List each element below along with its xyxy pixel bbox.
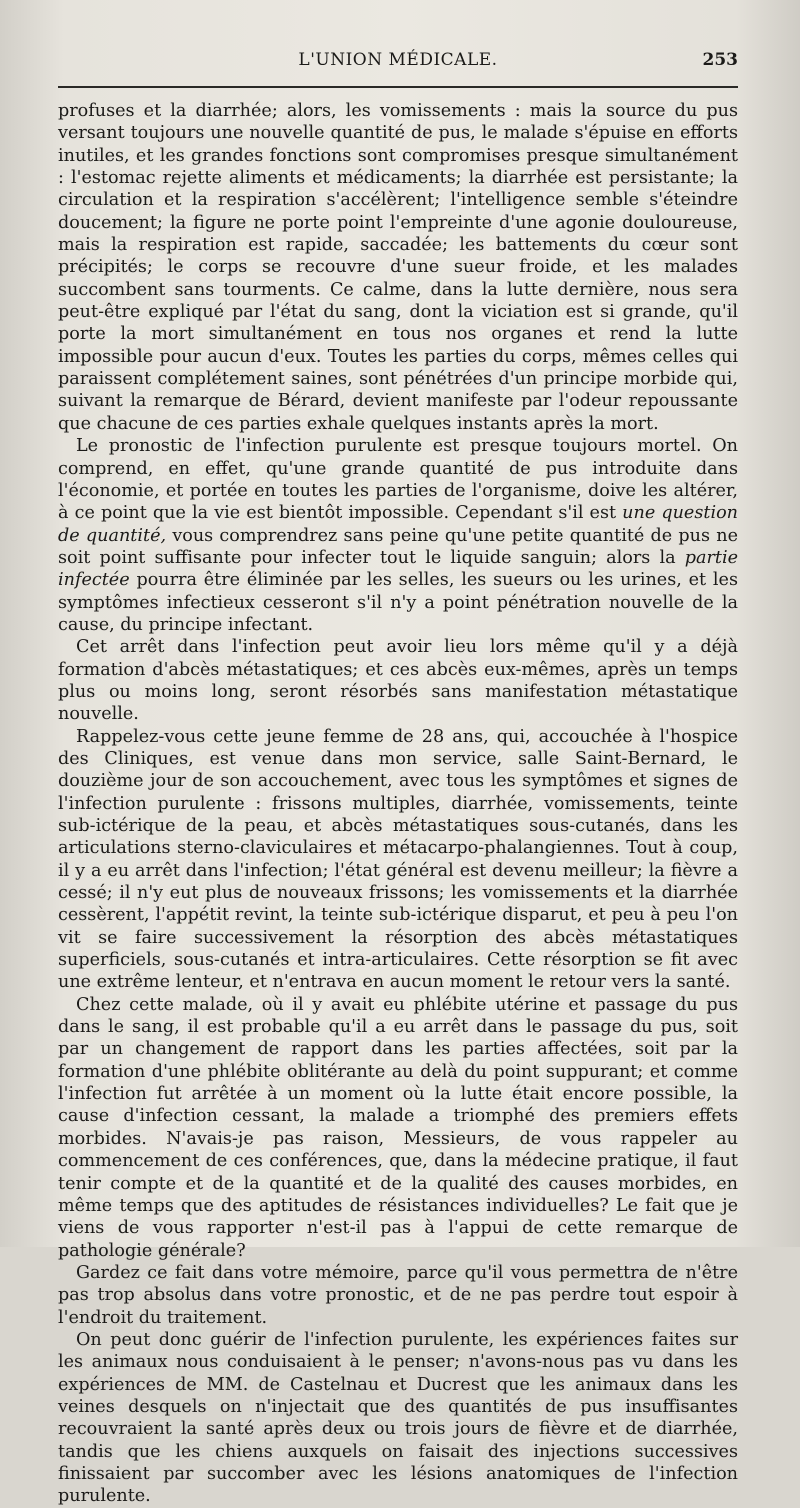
emphasis-question-quantite: une question de quantité, [58, 503, 738, 546]
header-rule [58, 86, 738, 88]
body-text [58, 100, 738, 1508]
page-header [58, 50, 738, 80]
paragraph-2-part-a: Le pronostic de l'infection purulente est presque toujours mortel. On comprend, en effet, qu'une grande quantité de pus introduite dans l'économie, et portée en toutes les parties de l'organisme, doive les altérer, à ce point que la vie est bientôt impossible. Cependant s'il est [58, 436, 738, 524]
emphasis-partie-infectee: partie infectée [58, 547, 738, 591]
paragraph-2-part-b: vous comprendrez sans peine qu'une petite quantité de pus ne soit point suffisante pour infecter tout le liquide sanguin; alors la [58, 525, 739, 568]
paragraph-2-part-c: pourra être éliminée par les selles, les sueurs ou les urines, et les symptômes infectieux cesseront s'il n'y a point pénétration nouvelle de la cause, du principe infectant. [58, 570, 738, 635]
paragraph-2 [58, 435, 738, 636]
paragraph-5: Chez cette malade, où il y avait eu phlébite utérine et passage du pus dans le sang, il est probable qu'il a eu arrêt dans le passage du pus, soit par un changement de rapport dans les parties affectées, soit par la formation d'une phlébite oblitérante au delà du point suppurant; et comme l'infection fut arrêtée à un moment où la lutte était encore possible, la cause d'infection cessant, la malade a triomphé des premiers effets morbides. N'avais-je pas raison, Messieurs, de vous rappeler au commencement de ces conférences, que, dans la médecine pratique, il faut tenir compte et de la quantité et de la qualité des causes morbides, en même temps que des aptitudes de résistances individuelles? Le fait que je viens de vous rapporter n'est-il pas à l'appui de cette remarque de pathologie générale? [58, 994, 738, 1261]
paragraph-1: profuses et la diarrhée; alors, les vomissements : mais la source du pus versant toujours une nouvelle quantité de pus, le malade s'épuise en efforts inutiles, et les grandes fonctions sont compromises presque simultanément : l'estomac rejette aliments et médicaments; la diarrhée est persistante; la circulation et la respiration s'accélèrent; l'intelligence semble s'éteindre doucement; la figure ne porte point l'empreinte d'une agonie douloureuse, mais la respiration est rapide, saccadée; les battements du cœur sont précipités; le corps se recouvre d'une sueur froide, et les malades succombent sans tourments. Ce calme, dans la lutte dernière, nous sera peut-être expliqué par l'état du sang, dont la viciation est si grande, qu'il porte la mort simultanément en tous nos organes et rend la lutte impossible pour aucun d'eux. Toutes les parties du corps, mêmes celles qui paraissent complétement saines, sont pénétrées d'un principe morbide qui, suivant la remarque de Bérard, devient manifeste par l'odeur repoussante que chacune de ces parties exhale quelques instants après la mort. [58, 101, 738, 434]
paragraph-4: Rappelez-vous cette jeune femme de 28 ans, qui, accouchée à l'hospice des Cliniques, est venue dans mon service, salle Saint-Bernard, le douzième jour de son accouchement, avec tous les symptômes et signes de l'infection purulente : frissons multiples, diarrhée, vomissements, teinte sub-ictérique de la peau, et abcès métastatiques sous-cutanés, dans les articulations sterno-claviculaires et métacarpo-phalangiennes. Tout à coup, il y a eu arrêt dans l'infection; l'état général est devenu meilleur; la fièvre a cessé; il n'y eut plus de nouveaux frissons; les vomissements et la diarrhée cessèrent, l'appétit revint, la teinte sub-ictérique disparut, et peu à peu l'on vit se faire successivement la résorption des abcès métastatiques superficiels, sous-cutanés et intra-articulaires. Cette résorption se fit avec une extrême lenteur, et n'entrava en aucun moment le retour vers la santé. [58, 726, 738, 993]
paragraph-6: Gardez ce fait dans votre mémoire, parce qu'il vous permettra de n'être pas trop absolus dans votre pronostic, et de ne pas perdre tout espoir à l'endroit du traitement. [58, 1262, 738, 1328]
paragraph-7: On peut donc guérir de l'infection purulente, les expériences faites sur les animaux nous conduisaient à le penser; n'avons-nous pas vu dans les expériences de MM. de Castelnau et Ducrest que les animaux dans les veines desquels on n'injectait que des quantités de pus insuffisantes recouvraient la santé après deux ou trois jours de fièvre et de diarrhée, tandis que les chiens auxquels on faisait des injections successives finissaient par succomber avec les lésions anatomiques de l'infection purulente. [58, 1329, 738, 1507]
running-title: L'UNION MÉDICALE. [298, 50, 498, 70]
page-number: 253 [702, 50, 738, 70]
paragraph-3: Cet arrêt dans l'infection peut avoir lieu lors même qu'il y a déjà formation d'abcès métastatiques; et ces abcès eux-mêmes, après un temps plus ou moins long, seront résorbés sans manifestation métastatique nouvelle. [58, 637, 738, 725]
